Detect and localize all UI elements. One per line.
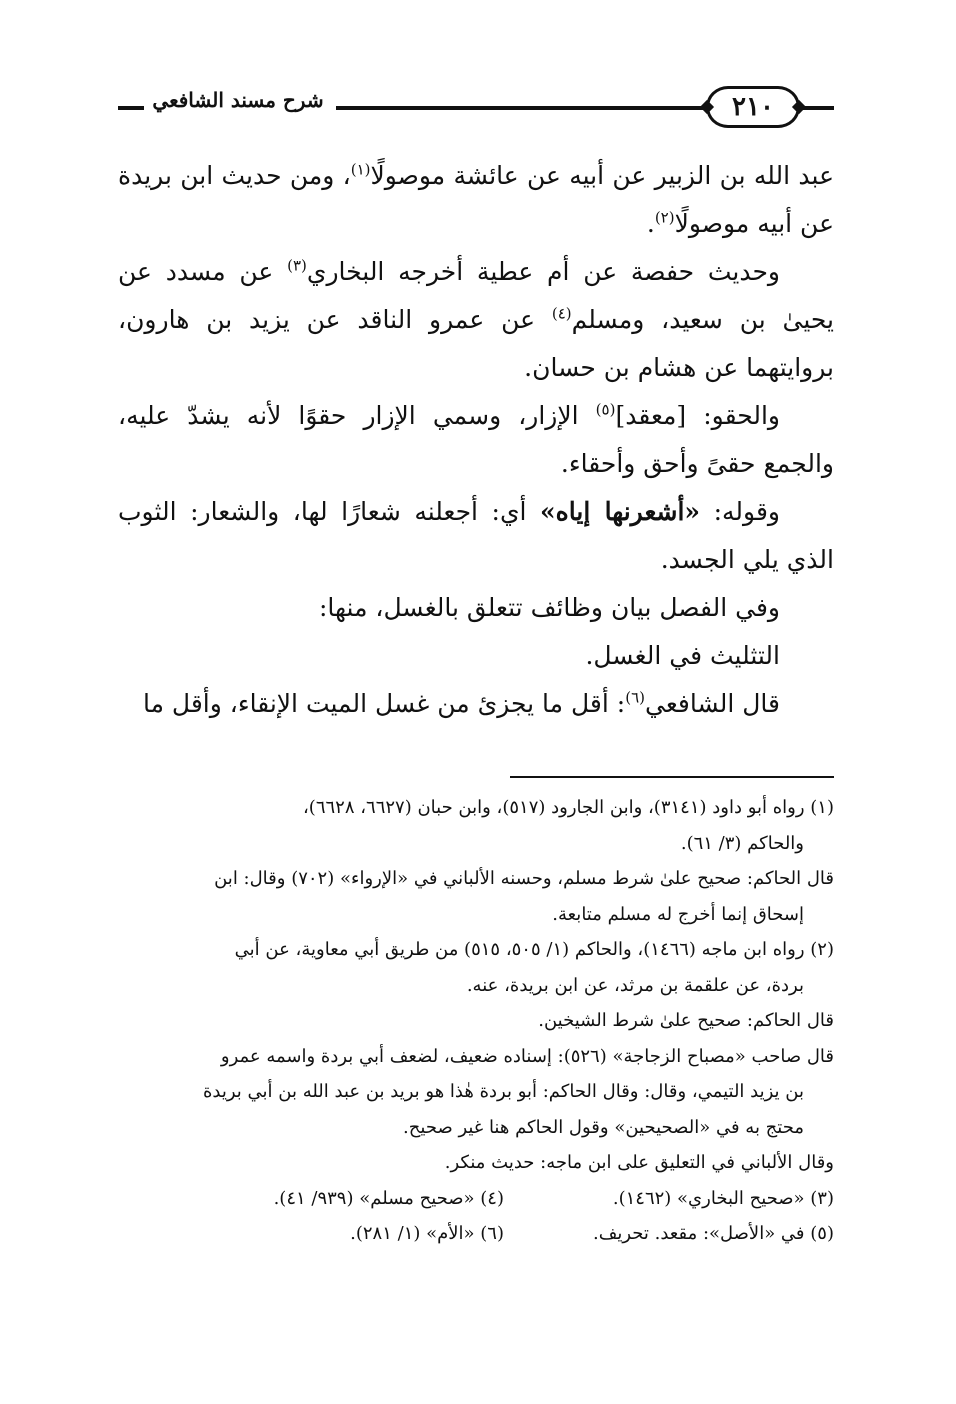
footnote-separator [510, 776, 834, 778]
footnote-ref: (١) [350, 160, 371, 179]
header-rule-left [118, 106, 144, 110]
footnote-1-comment: قال الحاكم: صحيح علىٰ شرط مسلم، وحسنه الألباني في «الإرواء» (٧٠٢) وقال: ابن [214, 868, 834, 889]
footnote-row-3-4 [118, 1181, 834, 1217]
text-run: الإزار، وسمي الإزار حقوًا لأنه يشدّ عليه، والجمع حقىً وأحق وأحقاء. [118, 401, 834, 478]
footnote-1: (١) رواه أبو داود (٣١٤١)، وابن الجارود (٥١٧)، وابن حبان (٦٦٢٧، ٦٦٢٨)، [302, 797, 834, 818]
paragraph-2 [118, 248, 834, 392]
text-run: عن مسدد عن يحيىٰ بن سعيد، ومسلم [118, 257, 834, 334]
text-run: . [646, 209, 655, 238]
footnote-2-continued: بردة، عن علقمة بن مرثد، عن ابن بريدة، عنه. [466, 974, 804, 996]
page-number-badge [706, 86, 800, 128]
footnote-5: (٥) في «الأصل»: مقعد. تحريف. [592, 1223, 834, 1244]
footnote-ref: (٦) [625, 688, 645, 707]
footnote-ref: (٥) [595, 400, 616, 419]
footnote-2-comment-3: وقال الألباني في التعليق على ابن ماجه: حديث منكر. [444, 1152, 834, 1173]
quoted-hadith-phrase: «أشعرنها إياه» [540, 497, 701, 526]
text-run: وقوله: [700, 497, 780, 526]
text-run: وحديث حفصة عن أم عطية أخرجه البخاري [306, 257, 780, 286]
footnotes [118, 790, 834, 1252]
main-text [118, 152, 834, 728]
text-run: عبد الله بن الزبير عن أبيه عن عائشة موصولًا [370, 161, 834, 190]
text-run: : أقل ما يجزئ من غسل الميت الإنقاء، وأقل ما [142, 689, 626, 718]
footnote-ref: (٤) [551, 304, 572, 323]
paragraph-6: التثليث في الغسل. [585, 641, 780, 670]
footnote-1-continued: والحاكم (٣/ ٦١). [680, 832, 804, 854]
text-run: عن عمرو الناقد عن يزيد بن هارون، بروايتهما عن هشام بن حسان. [118, 305, 834, 382]
footnote-ref: (٣) [287, 256, 307, 275]
paragraph-1 [118, 152, 834, 248]
paragraph-7 [118, 680, 834, 728]
header-rule-middle [336, 106, 706, 110]
footnote-4: (٤) «صحيح مسلم» (٩٣٩/ ٤١). [273, 1187, 504, 1209]
footnote-1-comment-continued: إسحاق إنما أخرج له مسلم متابعة. [552, 903, 804, 925]
running-title: شرح مسند الشافعي [152, 88, 324, 112]
footnote-2-comment-2-continued: بن يزيد التيمي، وقال: وقال الحاكم: أبو بردة هٰذا هو بريد بن عبد الله بن أبي بريدة [202, 1081, 804, 1102]
paragraph-4 [118, 488, 834, 584]
footnote-2: (٢) رواه ابن ماجه (١٤٦٦)، والحاكم (١/ ٥٠٥، ٥١٥) من طريق أبي معاوية، عن أبي [234, 939, 834, 960]
text-run: والحقو: [معقد] [615, 401, 780, 430]
text-run: أي: أجعلنه شعارًا لها، والشعار: الثوب الذي يلي الجسد. [118, 497, 834, 574]
paragraph-5: وفي الفصل بيان وظائف تتعلق بالغسل، منها: [318, 593, 780, 622]
footnote-3: (٣) «صحيح البخاري» (١٤٦٢). [612, 1187, 834, 1209]
footnote-2-comment-2-end: محتج به في «الصحيحين» وقول الحاكم هنا غير صحيح. [403, 1116, 804, 1138]
text-run: قال الشافعي [644, 689, 780, 718]
paragraph-3 [118, 392, 834, 488]
footnote-ref: (٢) [654, 208, 675, 227]
page-header [118, 80, 834, 136]
footnote-row-5-6 [118, 1216, 834, 1252]
footnote-2-comment-2: قال صاحب «مصباح الزجاجة» (٥٢٦): إسناده ضعيف، لضعف أبي بردة واسمه عمرو [220, 1045, 834, 1067]
footnote-2-comment-1: قال الحاكم: صحيح علىٰ شرط الشيخين. [538, 1010, 834, 1031]
footnote-6: (٦) «الأم» (١/ ٢٨١). [350, 1223, 504, 1244]
page-number: ٢١٠ [732, 92, 774, 122]
text-run: ، ومن حديث ابن بريدة عن أبيه موصولًا [118, 161, 834, 238]
